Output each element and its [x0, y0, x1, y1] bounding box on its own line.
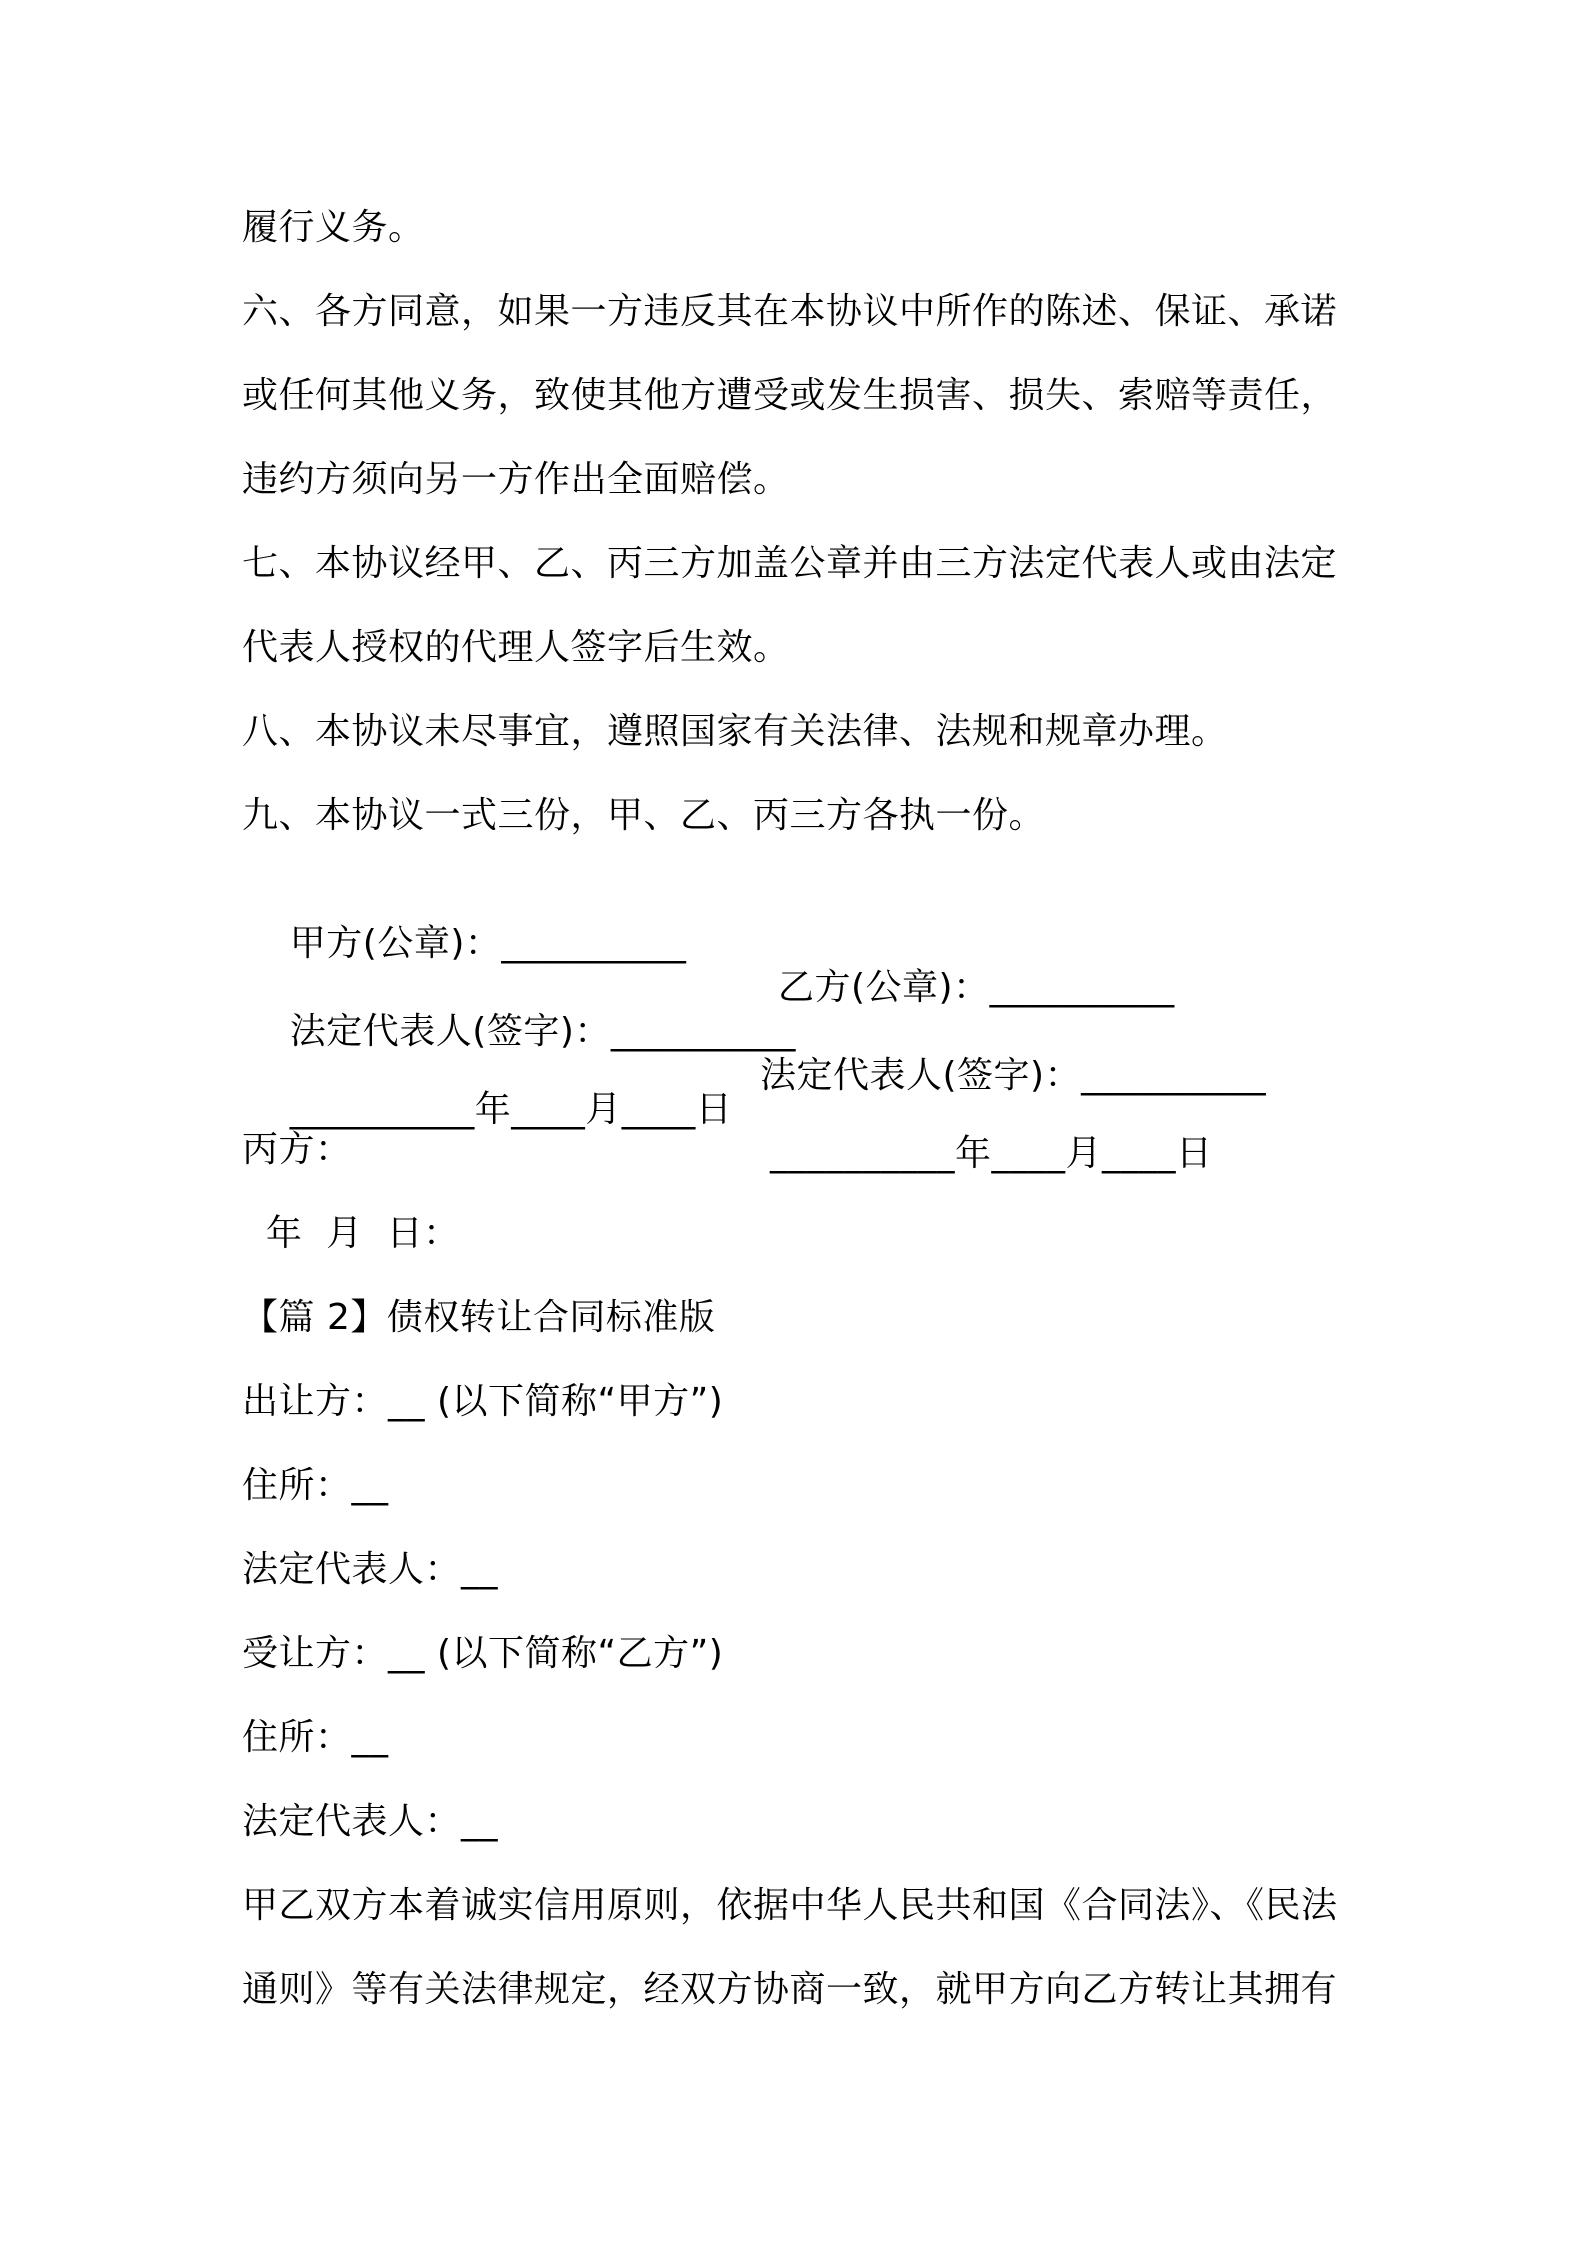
paragraph-line: 代表人授权的代理人签字后生效。: [242, 627, 790, 668]
paragraph-line: 六、各方同意，如果一方违反其在本协议中所作的陈述、保证、承诺: [242, 291, 1338, 332]
paragraph-line: 履行义务。: [242, 207, 425, 248]
assignor-rep: 法定代表人：__: [242, 1549, 499, 1590]
body-line: 通则》等有关法律规定，经双方协商一致，就甲方向乙方转让其拥有: [242, 1969, 1338, 2010]
party-b-seal: 乙方(公章)：__________: [778, 967, 1175, 1008]
assignee-line: 受让方：__ (以下简称“乙方”): [242, 1633, 724, 1674]
body-line: 甲乙双方本着诚实信用原则，依据中华人民共和国《合同法》、《民法: [242, 1885, 1338, 1926]
assignee-address: 住所：__: [242, 1717, 389, 1758]
paragraph-line: 八、本协议未尽事宜，遵照国家有关法律、法规和规章办理。: [242, 711, 1228, 752]
party-c-label: 丙方：: [242, 1129, 352, 1170]
party-c-date: 年 月 日：: [242, 1213, 460, 1254]
party-a-seal: 甲方(公章)：__________: [289, 923, 687, 964]
assignor-address: 住所：__: [242, 1465, 389, 1506]
assignor-line: 出让方：__ (以下简称“甲方”): [242, 1381, 724, 1422]
paragraph-line: 违约方须向另一方作出全面赔偿。: [242, 459, 790, 500]
paragraph-line: 七、本协议经甲、乙、丙三方加盖公章并由三方法定代表人或由法定: [242, 543, 1338, 584]
party-b-date: __________年____月____日: [770, 1133, 1213, 1174]
section-heading: 【篇 2】债权转让合同标准版: [242, 1297, 716, 1338]
paragraph-line: 或任何其他义务，致使其他方遭受或发生损害、损失、索赔等责任，: [242, 375, 1338, 416]
party-a-rep: 法定代表人(签字)：__________: [289, 1011, 796, 1052]
party-b-rep: 法定代表人(签字)：__________: [760, 1055, 1267, 1096]
paragraph-line: 九、本协议一式三份，甲、乙、丙三方各执一份。: [242, 795, 1046, 836]
assignee-rep: 法定代表人：__: [242, 1801, 499, 1842]
party-a-date: __________年____月____日: [289, 1089, 733, 1130]
